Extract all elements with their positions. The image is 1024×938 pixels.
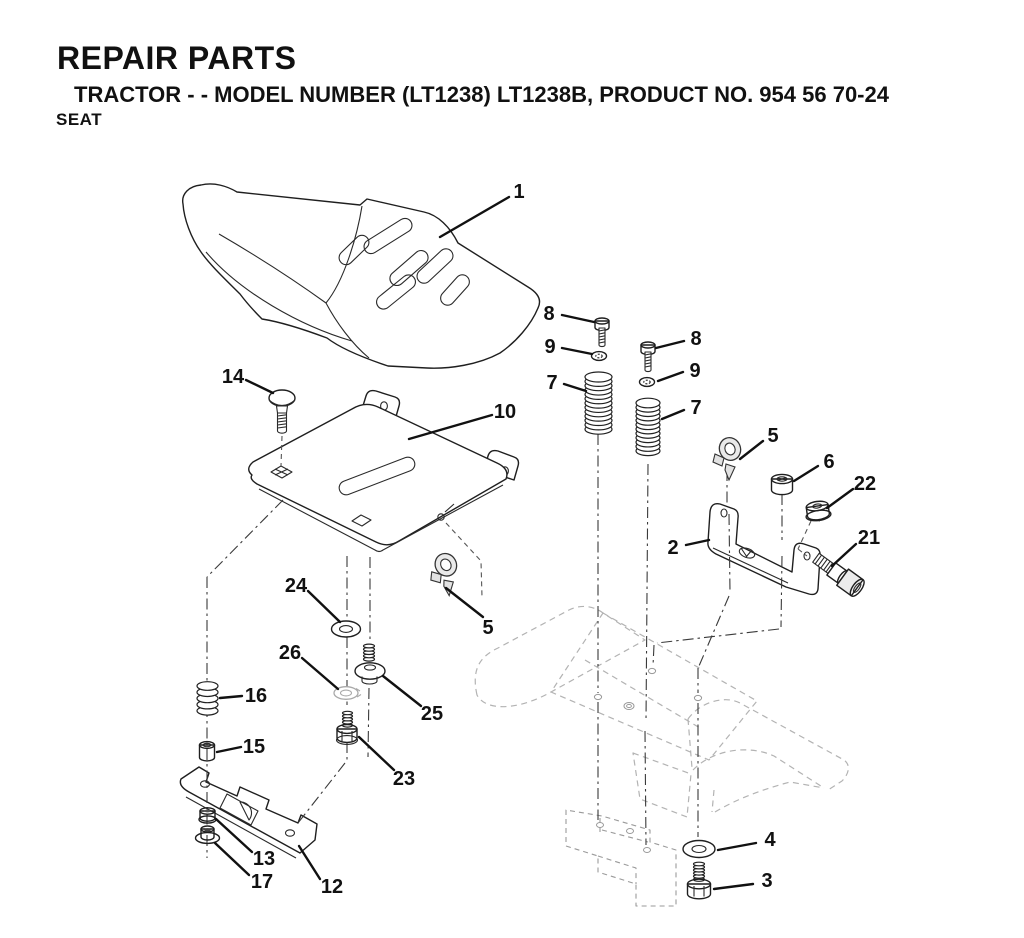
callout-leader-8: [562, 315, 594, 322]
callout-number-22: 22: [853, 473, 877, 495]
phantom-support-bracket: [566, 810, 676, 906]
callout-leader-14: [246, 380, 273, 393]
callout-leader-22: [827, 489, 853, 508]
callout-leader-25: [383, 676, 421, 706]
callout-number-14: 14: [221, 366, 245, 388]
lock-washer-part-9-right: [640, 378, 655, 387]
callout-number-5: 5: [482, 617, 494, 639]
flange-bolt-part-3: [688, 862, 711, 899]
callout-leader-3: [714, 884, 753, 889]
callout-leader-6: [794, 466, 818, 481]
callout-leader-21: [832, 544, 856, 566]
page-title: REPAIR PARTS: [57, 40, 297, 76]
nut-part-13: [199, 808, 216, 823]
seat-bracket-part-2: [708, 504, 820, 595]
callout-leader-17: [215, 843, 249, 875]
callout-leader-5: [446, 588, 483, 617]
callout-number-24: 24: [284, 575, 308, 597]
callout-number-23: 23: [392, 768, 416, 790]
spring-coil: [343, 711, 353, 714]
washer-part-24: [332, 621, 361, 637]
callout-leader-24: [308, 591, 340, 622]
callout-number-7: 7: [546, 372, 558, 394]
callout-number-21: 21: [857, 527, 881, 549]
callout-number-4: 4: [764, 829, 776, 851]
retainer-clip-part-5-bracket: [713, 434, 744, 480]
callout-number-17: 17: [250, 871, 274, 893]
spring-coil: [585, 372, 612, 382]
callout-number-12: 12: [320, 876, 344, 898]
callout-number-6: 6: [823, 451, 835, 473]
callout-number-7: 7: [690, 397, 702, 419]
callout-leader-9: [562, 348, 592, 354]
callout-number-2: 2: [667, 537, 679, 559]
callout-leader-12: [299, 846, 320, 879]
nut-part-6: [772, 474, 793, 494]
spring-coil: [636, 398, 660, 408]
callout-leader-26: [302, 658, 338, 689]
spring-coil: [694, 862, 705, 866]
callout-number-13: 13: [252, 848, 276, 870]
callout-leader-23: [359, 737, 394, 770]
callout-number-3: 3: [761, 870, 773, 892]
seat-pan-part-10: [249, 391, 519, 552]
washer-part-4: [683, 841, 715, 858]
spring-coil: [364, 644, 375, 648]
carriage-bolt-part-14: [269, 390, 295, 433]
callout-number-9: 9: [544, 336, 556, 358]
callout-leader-5: [740, 441, 763, 459]
bolt-part-8-left: [595, 318, 609, 347]
bolt-part-8-right: [641, 342, 655, 372]
callout-leader-9: [658, 372, 683, 381]
callout-number-15: 15: [242, 736, 266, 758]
callout-leader-2: [686, 540, 709, 545]
shoulder-screw-part-25: [355, 644, 385, 684]
flange-bolt-part-23: [337, 711, 358, 744]
callout-leader-4: [718, 843, 756, 850]
spring-part-16: [197, 682, 218, 715]
callout-leader-8: [656, 341, 684, 348]
callout-number-16: 16: [244, 685, 268, 707]
callout-number-25: 25: [420, 703, 444, 725]
callout-number-10: 10: [493, 401, 517, 423]
section-label: SEAT: [56, 110, 103, 129]
retainer-clip-part-5-pan: [427, 548, 464, 597]
callout-number-8: 8: [543, 303, 555, 325]
callout-number-5: 5: [767, 425, 779, 447]
callout-number-9: 9: [689, 360, 701, 382]
callout-number-8: 8: [690, 328, 702, 350]
model-subtitle: TRACTOR - - MODEL NUMBER (LT1238) LT1238B, PRODUCT NO. 954 56 70-24: [74, 82, 889, 107]
callout-leader-1: [440, 197, 509, 237]
spring-part-7-left: [585, 372, 612, 434]
callout-leader-7: [662, 410, 684, 419]
lock-washer-part-9-left: [592, 352, 607, 361]
phantom-fender-outline: [475, 606, 848, 817]
keps-nut-part-22: [804, 500, 832, 523]
spring-part-7-right: [636, 398, 660, 455]
callout-leader-16: [220, 696, 242, 698]
callout-number-1: 1: [513, 181, 525, 203]
callout-leader-15: [217, 747, 241, 752]
spring-coil: [197, 682, 218, 691]
callout-number-26: 26: [278, 642, 302, 664]
callout-leader-7: [564, 384, 586, 391]
